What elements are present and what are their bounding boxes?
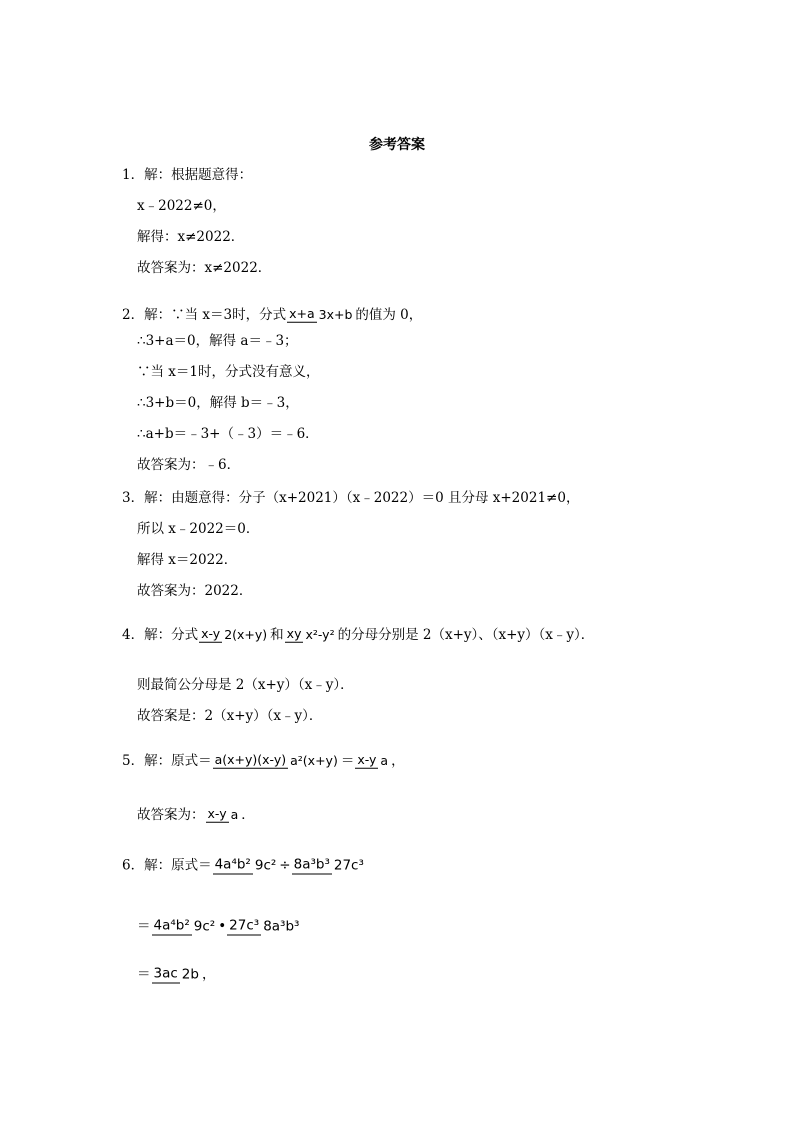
q4-fraction-1 xyxy=(199,626,269,643)
q6-divide: ÷ xyxy=(279,857,291,873)
q6-multiply-dot: • xyxy=(218,918,227,934)
q4-line-3: 故答案是：2（x+y）（x﹣y）． xyxy=(137,708,323,724)
q6-post-text: ， xyxy=(201,966,216,982)
q5-pre-text: 5．解：原式＝ xyxy=(122,752,212,769)
q4-line-2: 则最简公分母是 2（x+y）（x﹣y）． xyxy=(137,677,354,693)
q4-fraction-2 xyxy=(285,626,337,643)
q5-f1-numerator: a(x+y)(x-y) xyxy=(214,751,287,767)
q4-line-1 xyxy=(122,625,594,644)
q4-mid-text: 和 xyxy=(270,626,284,643)
q2-line-3: ∵当 x＝1时，分式没有意义， xyxy=(137,364,320,380)
q2-line-5: ∴a+b＝﹣3+（﹣3）＝﹣6． xyxy=(137,426,319,442)
q2-fraction xyxy=(287,306,354,323)
q5-fraction-1 xyxy=(213,752,340,769)
q5-post-text: ， xyxy=(391,752,405,769)
q6-f1-numerator: 4a⁴b² xyxy=(214,856,251,873)
q2-denominator: 3x+b xyxy=(318,306,353,322)
page-title: 参考答案 xyxy=(369,137,425,153)
q5-line-1 xyxy=(122,751,405,770)
q4-f2-numerator: xy xyxy=(286,625,302,641)
q4-f1-denominator: 2(x+y) xyxy=(224,626,268,642)
q2-post-text: 的值为 0， xyxy=(355,306,423,323)
q5-f1-denominator: a²(x+y) xyxy=(290,752,338,768)
q1-line-4: 故答案为：x≠2022． xyxy=(137,260,272,276)
q6-line-1 xyxy=(122,856,367,875)
q2-line-4: ∴3+b＝0，解得 b＝﹣3， xyxy=(137,395,299,411)
q2-pre-text: 2．解：∵当 x＝3时，分式 xyxy=(122,306,287,323)
q6-f5-denominator: 2b xyxy=(181,966,199,982)
q3-line-1: 3．解：由题意得：分子（x+2021）（x﹣2022）＝0 且分母 x+2021≠0， xyxy=(122,490,580,506)
q6-equals-3: ＝ xyxy=(137,966,151,982)
q4-post-text: 的分母分别是 2（x+y）、（x+y）（x﹣y）． xyxy=(337,626,595,643)
q5-answer-numerator: x-y xyxy=(207,805,227,821)
q6-pre-text: 6．解：原式＝ xyxy=(122,857,212,873)
q6-f2-denominator: 27c³ xyxy=(333,857,364,873)
q5-f2-numerator: x-y xyxy=(357,751,377,767)
q2-line-6: 故答案为：﹣6． xyxy=(137,457,241,473)
q6-line-2 xyxy=(137,917,302,936)
q6-f1-denominator: 9c² xyxy=(254,857,277,873)
q1-line-2: x﹣2022≠0， xyxy=(137,198,226,214)
q5-fraction-2 xyxy=(355,752,390,769)
q6-line-3 xyxy=(137,965,215,984)
q5-answer-fraction xyxy=(206,806,241,823)
q5-line-2 xyxy=(137,805,255,824)
q5-answer-pre: 故答案为： xyxy=(137,806,205,823)
q6-fraction-3 xyxy=(152,917,218,936)
q6-fraction-2 xyxy=(292,856,366,875)
q6-fraction-4 xyxy=(227,917,301,936)
q6-fraction-5 xyxy=(152,965,201,984)
q1-line-3: 解得：x≠2022． xyxy=(137,229,245,245)
q4-pre-text: 4．解：分式 xyxy=(122,626,199,643)
q2-line-2: ∴3+a＝0，解得 a＝﹣3； xyxy=(137,333,298,349)
q6-f4-numerator: 27c³ xyxy=(229,917,260,934)
q2-numerator: x+a xyxy=(289,305,315,321)
q6-f5-numerator: 3ac xyxy=(153,965,178,982)
q6-f3-numerator: 4a⁴b² xyxy=(153,917,190,934)
q6-f3-denominator: 9c² xyxy=(193,918,216,934)
q2-line-1 xyxy=(122,305,422,324)
q5-f2-denominator: a xyxy=(380,752,389,768)
q1-line-1: 1．解：根据题意得： xyxy=(122,167,253,183)
q3-line-3: 解得 x＝2022． xyxy=(137,552,238,568)
q4-f1-numerator: x-y xyxy=(201,625,221,641)
q5-equals: ＝ xyxy=(340,752,355,769)
q6-equals-2: ＝ xyxy=(137,918,151,934)
q6-fraction-1 xyxy=(213,856,279,875)
q6-f4-denominator: 8a³b³ xyxy=(263,918,300,934)
q3-line-4: 故答案为：2022． xyxy=(137,583,253,599)
q5-answer-denominator: a xyxy=(230,806,239,822)
q5-answer-post: ． xyxy=(241,806,255,823)
q4-f2-denominator: x²-y² xyxy=(305,626,335,642)
q6-f2-numerator: 8a³b³ xyxy=(293,856,330,873)
q3-line-2: 所以 x﹣2022＝0． xyxy=(137,521,260,537)
